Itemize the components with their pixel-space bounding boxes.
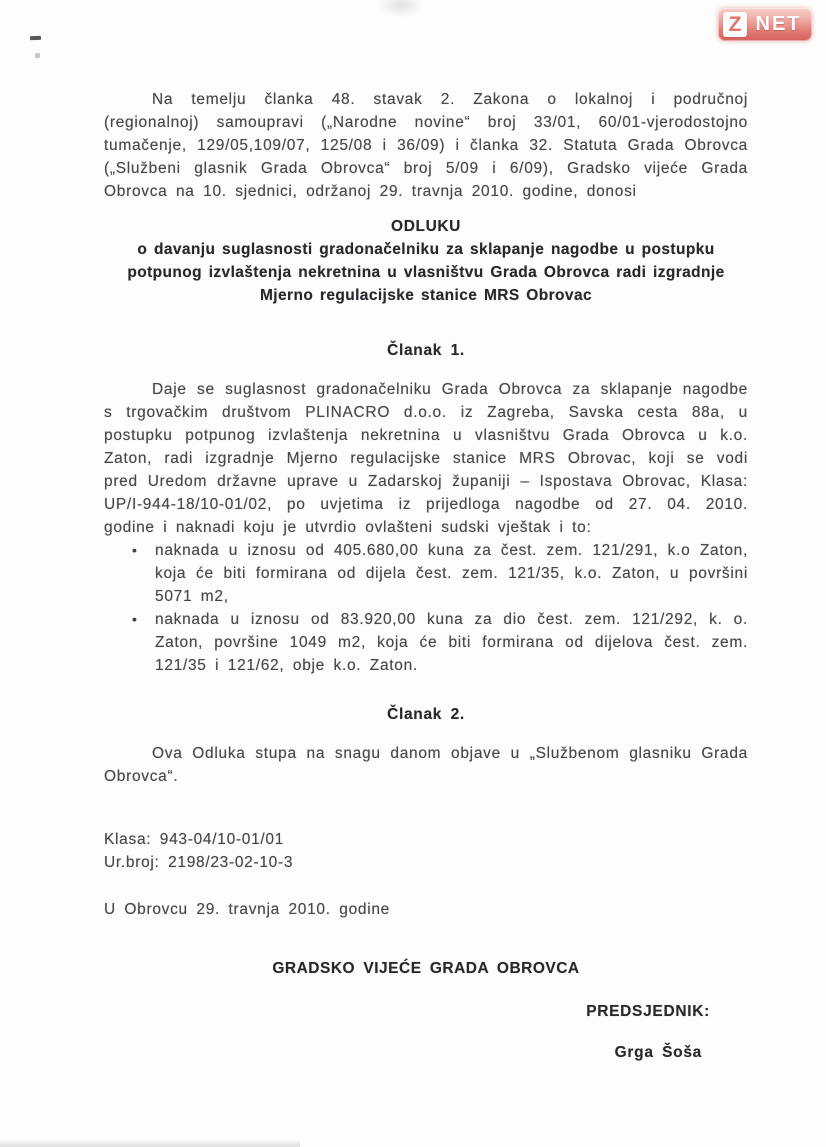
urbroj-line: Ur.broj: 2198/23-02-10-3 bbox=[104, 854, 294, 871]
znet-logo bbox=[718, 8, 812, 41]
document-content bbox=[104, 88, 748, 1064]
list-item bbox=[104, 539, 748, 608]
intro-paragraph: Na temelju članka 48. stavak 2. Zakona o lokalnoj i područnoj (regionalnoj) samoupravi („Narodne novine“ broj 33/01, 60/01-vjerodostojno tumačenje, 129/05,109/07, 125/08 i 36/09) i članka 32. Statuta Grada Obrovca („Službeni glasnik Grada Obrovca“ broj 5/09 i 6/09), Gradsko vijeće Grada Obrovca na 10. sjednici, održanoj 29. travnja 2010. godine, donosi bbox=[104, 91, 748, 200]
registry-numbers bbox=[104, 828, 748, 874]
znet-logo-net-text: NET bbox=[755, 13, 802, 35]
scan-artifact-smudge bbox=[378, 0, 424, 18]
scan-artifact-dash bbox=[30, 36, 41, 40]
list-item bbox=[104, 608, 748, 677]
scan-artifact-bottom-shadow bbox=[0, 1139, 300, 1147]
znet-logo-z-icon: Z bbox=[723, 12, 747, 37]
klasa-line: Klasa: 943-04/10-01/01 bbox=[104, 831, 285, 848]
decision-title: ODLUKU bbox=[391, 218, 461, 235]
article-2-paragraph: Ova Odluka stupa na snagu danom objave u „Službenom glasniku Grada Obrovca“. bbox=[104, 745, 748, 785]
president-name: Grga Šoša bbox=[614, 1044, 702, 1061]
compensation-list bbox=[104, 539, 748, 677]
article-2-heading: Članak 2. bbox=[387, 706, 465, 723]
article-1-heading: Članak 1. bbox=[387, 342, 465, 359]
place-date-line: U Obrovcu 29. travnja 2010. godine bbox=[104, 901, 391, 918]
list-item-text: naknada u iznosu od 405.680,00 kuna za čest. zem. 121/291, k.o Zaton, koja će biti formirana od dijela čest. zem. 121/35, k.o. Zaton, u površini 5071 m2, bbox=[155, 542, 748, 605]
scan-artifact-dot bbox=[35, 53, 40, 58]
bullet-icon: • bbox=[132, 611, 138, 627]
decision-subtitle: o davanju suglasnosti gradonačelniku za sklapanje nagodbe u postupku potpunog izvlaštenja nekretnina u vlasništvu Grada Obrovca radi izgradnje Mjerno regulacijske stanice MRS Obrovac bbox=[127, 241, 725, 304]
bullet-icon: • bbox=[132, 542, 138, 558]
president-label: PREDSJEDNIK: bbox=[586, 1003, 710, 1020]
list-item-text: naknada u iznosu od 83.920,00 kuna za dio čest. zem. 121/292, k. o. Zaton, površine 1049 m2, koja će biti formirana od dijelova čest. zem. 121/35 i 121/62, obje k.o. Zaton. bbox=[155, 611, 748, 674]
article-1-paragraph: Daje se suglasnost gradonačelniku Grada Obrovca za sklapanje nagodbe s trgovačkim društvom PLINACRO d.o.o. iz Zagreba, Savska cesta 88a, u postupku potpunog izvlaštenja nekretnina u vlasništvu Grada Obrovca u k.o. Zaton, radi izgradnje Mjerno regulacijske stanice MRS Obrovac, koji se vodi pred Uredom državne uprave u Zadarskoj županiji – Ispostava Obrovac, Klasa: UP/I-944-18/10-01/02, po uvjetima iz prijedloga nagodbe od 27. 04. 2010. godine i naknadi koju je utvrdio ovlašteni sudski vještak i to: bbox=[104, 381, 748, 536]
council-line: GRADSKO VIJEĆE GRADA OBROVCA bbox=[272, 960, 580, 977]
